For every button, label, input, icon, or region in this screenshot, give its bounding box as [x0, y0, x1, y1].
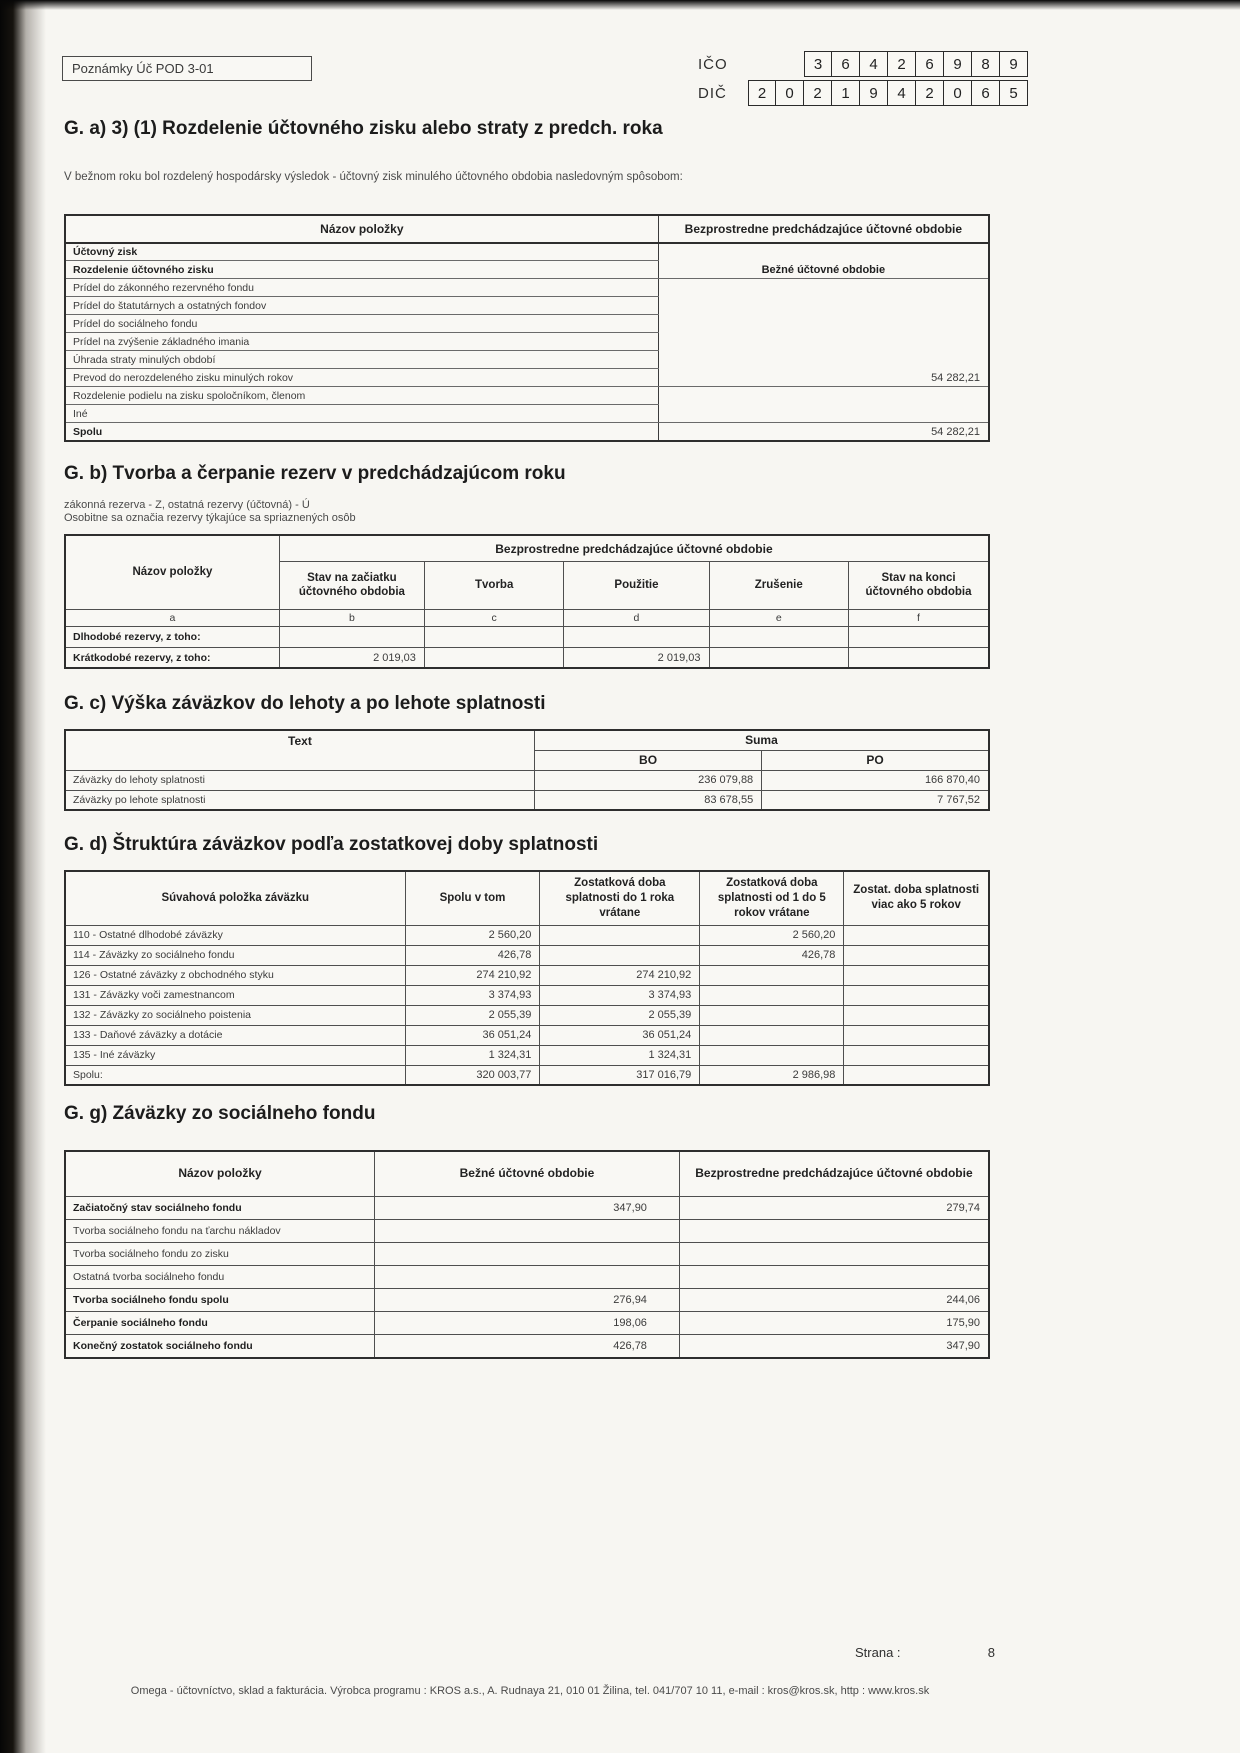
row-value: 274 210,92: [405, 965, 540, 985]
column-letter: d: [564, 609, 709, 626]
dic-digit: 2: [748, 80, 776, 106]
row-label: Krátkodobé rezervy, z toho:: [65, 647, 279, 668]
row-value: [658, 279, 989, 297]
row-label: 110 - Ostatné dlhodobé záväzky: [65, 925, 405, 945]
dic-digit: 4: [888, 80, 916, 106]
column-header: Zrušenie: [709, 561, 849, 609]
section-title-g-g: G. g) Záväzky zo sociálneho fondu: [64, 1103, 376, 1124]
row-value: 2 560,20: [405, 925, 540, 945]
table-row: [65, 985, 989, 1005]
column-header: Súvahová položka záväzku: [65, 871, 405, 925]
table-row: [65, 261, 989, 279]
row-value: [658, 243, 989, 261]
row-value: 426,78: [375, 1335, 680, 1358]
table-row: [65, 243, 989, 261]
row-value: 175,90: [679, 1312, 989, 1335]
row-label: 114 - Záväzky zo sociálneho fondu: [65, 945, 405, 965]
table-row: [65, 790, 989, 810]
reserves-table: [64, 534, 990, 669]
dic-digit: 9: [860, 80, 888, 106]
row-value: [375, 1220, 680, 1243]
table-row: [65, 626, 989, 647]
row-value: [844, 985, 989, 1005]
page-number: 8: [987, 1645, 995, 1660]
row-value: [700, 1005, 844, 1025]
row-label: Prídel do zákonného rezervného fondu: [65, 279, 658, 297]
row-label: Konečný zostatok sociálneho fondu: [65, 1335, 375, 1358]
row-value: [700, 1025, 844, 1045]
profit-distribution-table: [64, 214, 990, 442]
column-header: Stav na začiatku účtovného obdobia: [279, 561, 424, 609]
form-label: Poznámky Úč POD 3-01: [62, 56, 312, 81]
column-header: Bežné účtovné obdobie: [375, 1151, 680, 1197]
column-header: Zostat. doba splatnosti viac ako 5 rokov: [844, 871, 989, 925]
ico-row: [698, 51, 1028, 77]
column-header: Použitie: [564, 561, 709, 609]
section-title-g-c: G. c) Výška záväzkov do lehoty a po lehote splatnosti: [64, 693, 546, 715]
ico-digit: 6: [916, 51, 944, 77]
table-row: [65, 405, 989, 423]
table-row: [65, 315, 989, 333]
row-value: [844, 1065, 989, 1085]
table-header-row: [65, 215, 989, 243]
column-header: Názov položky: [65, 535, 279, 609]
note-line: zákonná rezerva - Z, ostatná rezervy (účtovná) - Ú: [64, 498, 310, 511]
row-value: [679, 1266, 989, 1289]
row-label: Záväzky do lehoty splatnosti: [65, 770, 534, 790]
column-letter: f: [849, 609, 989, 626]
row-value: 3 374,93: [405, 985, 540, 1005]
dic-digit: 2: [804, 80, 832, 106]
ico-digit: 3: [804, 51, 832, 77]
column-letter: a: [65, 609, 279, 626]
row-value: 2 055,39: [405, 1005, 540, 1025]
table-row: [65, 1045, 989, 1065]
row-label: Prevod do nerozdeleného zisku minulých rokov: [65, 369, 658, 387]
column-header: Suma: [534, 730, 989, 750]
table-row: [65, 647, 989, 668]
row-value: [844, 965, 989, 985]
column-header: Bezprostredne predchádzajúce účtovné obdobie: [658, 215, 989, 243]
row-value: 347,90: [679, 1335, 989, 1358]
row-label: 131 - Záväzky voči zamestnancom: [65, 985, 405, 1005]
row-value: [844, 1005, 989, 1025]
row-value: 274 210,92: [540, 965, 700, 985]
row-label: 133 - Daňové záväzky a dotácie: [65, 1025, 405, 1045]
row-value: [658, 387, 989, 405]
table-row: [65, 1197, 989, 1220]
row-label: Tvorba sociálneho fondu zo zisku: [65, 1243, 375, 1266]
table-header-row: [65, 1151, 989, 1197]
row-label: Dlhodobé rezervy, z toho:: [65, 626, 279, 647]
row-label: Ostatná tvorba sociálneho fondu: [65, 1266, 375, 1289]
column-header: Text: [65, 730, 534, 770]
dic-row: [698, 80, 1028, 106]
row-value: [709, 626, 849, 647]
page-number-label: Strana :: [855, 1645, 901, 1660]
ico-digit: 9: [1000, 51, 1028, 77]
row-label: 132 - Záväzky zo sociálneho poistenia: [65, 1005, 405, 1025]
row-label: Úhrada straty minulých období: [65, 351, 658, 369]
row-value: 347,90: [375, 1197, 680, 1220]
table-row: [65, 925, 989, 945]
table-row: [65, 351, 989, 369]
table-row: [65, 1025, 989, 1045]
dic-digit: 0: [776, 80, 804, 106]
column-header: Bezprostredne predchádzajúce účtovné obdobie: [679, 1151, 989, 1197]
table-row: [65, 279, 989, 297]
row-label: Spolu:: [65, 1065, 405, 1085]
column-header: Tvorba: [424, 561, 564, 609]
row-value: [564, 626, 709, 647]
dic-digit: 1: [832, 80, 860, 106]
social-fund-table: [64, 1150, 990, 1359]
row-value: 2 019,03: [564, 647, 709, 668]
row-value: 83 678,55: [534, 790, 761, 810]
row-value: [844, 1025, 989, 1045]
row-label: Rozdelenie účtovného zisku: [65, 261, 658, 279]
row-label: Spolu: [65, 423, 658, 441]
period-header: Bezprostredne predchádzajúce účtovné obdobie: [279, 535, 989, 561]
ico-digit: 2: [888, 51, 916, 77]
column-header: Názov položky: [65, 215, 658, 243]
note-line: Osobitne sa označia rezervy týkajúce sa spriaznených osôb: [64, 512, 356, 524]
row-label: Iné: [65, 405, 658, 423]
row-value: 54 282,21: [658, 369, 989, 387]
row-value: 244,06: [679, 1289, 989, 1312]
row-label: Prídel do štatutárnych a ostatných fondov: [65, 297, 658, 315]
table-row: [65, 387, 989, 405]
section-g-b-notes: [64, 499, 990, 526]
table-row: [65, 369, 989, 387]
table-row: [65, 770, 989, 790]
id-block: [698, 51, 1028, 109]
table-row: [65, 1312, 989, 1335]
page-number-row: [855, 1645, 995, 1660]
section-title-g-d: G. d) Štruktúra záväzkov podľa zostatkovej doby splatnosti: [64, 834, 599, 856]
liabilities-maturity-table: [64, 729, 990, 811]
row-value: [658, 333, 989, 351]
row-label: Rozdelenie podielu na zisku spoločníkom, členom: [65, 387, 658, 405]
row-value: [849, 647, 989, 668]
row-value: [279, 626, 424, 647]
row-value: [658, 405, 989, 423]
column-letter: e: [709, 609, 849, 626]
row-label: Prídel na zvýšenie základného imania: [65, 333, 658, 351]
column-header: PO: [762, 750, 989, 770]
table-row: [65, 1266, 989, 1289]
row-label: Účtovný zisk: [65, 243, 658, 261]
column-header: Stav na konci účtovného obdobia: [849, 561, 989, 609]
row-value: [700, 965, 844, 985]
page-content: [64, 118, 990, 1359]
row-value: 2 019,03: [279, 647, 424, 668]
column-letter: b: [279, 609, 424, 626]
row-label: 126 - Ostatné záväzky z obchodného styku: [65, 965, 405, 985]
row-value: 2 560,20: [700, 925, 844, 945]
liabilities-structure-table: [64, 870, 990, 1086]
column-header: Spolu v tom: [405, 871, 540, 925]
scan-edge-left: [0, 0, 46, 1753]
table-row: [65, 1289, 989, 1312]
row-value: [679, 1220, 989, 1243]
table-row: [65, 1005, 989, 1025]
row-value: [844, 945, 989, 965]
row-value: [844, 1045, 989, 1065]
row-value: 426,78: [405, 945, 540, 965]
row-label: 135 - Iné záväzky: [65, 1045, 405, 1065]
row-label: Prídel do sociálneho fondu: [65, 315, 658, 333]
row-value: 1 324,31: [540, 1045, 700, 1065]
table-row: [65, 1243, 989, 1266]
row-value: [658, 297, 989, 315]
row-value: 36 051,24: [405, 1025, 540, 1045]
table-row: [65, 333, 989, 351]
scan-edge-top: [0, 0, 1240, 10]
row-value: 320 003,77: [405, 1065, 540, 1085]
section-g-a-intro: V bežnom roku bol rozdelený hospodársky výsledok - účtovný zisk minulého účtovného obdobia nasledovným spôsobom:: [64, 170, 683, 183]
row-value: 36 051,24: [540, 1025, 700, 1045]
row-value: 279,74: [679, 1197, 989, 1220]
dic-digit: 2: [916, 80, 944, 106]
column-header: Zostatková doba splatnosti od 1 do 5 rokov vrátane: [700, 871, 844, 925]
row-value: [658, 351, 989, 369]
table-row: [65, 1065, 989, 1085]
column-header: Zostatková doba splatnosti do 1 roka vrátane: [540, 871, 700, 925]
row-value: 2 055,39: [540, 1005, 700, 1025]
row-value: [375, 1266, 680, 1289]
row-value: [849, 626, 989, 647]
dic-digit-boxes: [748, 80, 1028, 106]
row-value: 3 374,93: [540, 985, 700, 1005]
row-value: Bežné účtovné obdobie: [658, 261, 989, 279]
row-value: 317 016,79: [540, 1065, 700, 1085]
table-header-row: [65, 730, 989, 750]
row-value: [424, 647, 564, 668]
software-footer-line: Omega - účtovníctvo, sklad a fakturácia. Výrobca programu : KROS a.s., A. Rudnaya 21, 010 01 Žilina, tel. 041/707 10 11, e-mail : kros@kros.sk, http : www.kros.sk: [130, 1685, 930, 1697]
dic-digit: 6: [972, 80, 1000, 106]
row-value: 2 986,98: [700, 1065, 844, 1085]
ico-digit: 8: [972, 51, 1000, 77]
row-value: [679, 1243, 989, 1266]
ico-digit: 6: [832, 51, 860, 77]
ico-label: IČO: [698, 55, 728, 73]
row-value: [375, 1243, 680, 1266]
table-row: [65, 423, 989, 441]
row-value: [700, 985, 844, 1005]
table-header-row: [65, 535, 989, 561]
table-row: [65, 945, 989, 965]
row-value: 236 079,88: [534, 770, 761, 790]
row-label: Tvorba sociálneho fondu spolu: [65, 1289, 375, 1312]
column-letter-row: [65, 609, 989, 626]
dic-digit: 0: [944, 80, 972, 106]
section-title-g-b: G. b) Tvorba a čerpanie rezerv v predchádzajúcom roku: [64, 462, 566, 484]
row-value: [658, 315, 989, 333]
column-letter: c: [424, 609, 564, 626]
table-row: [65, 1335, 989, 1358]
row-value: 426,78: [700, 945, 844, 965]
dic-digit: 5: [1000, 80, 1028, 106]
row-value: [709, 647, 849, 668]
row-value: 7 767,52: [762, 790, 989, 810]
row-value: [424, 626, 564, 647]
row-label: Začiatočný stav sociálneho fondu: [65, 1197, 375, 1220]
row-value: [540, 925, 700, 945]
row-value: 54 282,21: [658, 423, 989, 441]
row-label: Záväzky po lehote splatnosti: [65, 790, 534, 810]
row-value: 198,06: [375, 1312, 680, 1335]
row-value: [844, 925, 989, 945]
row-value: [540, 945, 700, 965]
table-row: [65, 297, 989, 315]
table-row: [65, 965, 989, 985]
table-row: [65, 1220, 989, 1243]
section-title-g-a: G. a) 3) (1) Rozdelenie účtovného zisku alebo straty z predch. roka: [64, 118, 663, 139]
row-value: [700, 1045, 844, 1065]
row-value: 1 324,31: [405, 1045, 540, 1065]
dic-label: DIČ: [698, 84, 727, 102]
column-header: Názov položky: [65, 1151, 375, 1197]
ico-digit: 4: [860, 51, 888, 77]
row-value: 166 870,40: [762, 770, 989, 790]
ico-digit: 9: [944, 51, 972, 77]
table-header-row: [65, 871, 989, 925]
row-label: Čerpanie sociálneho fondu: [65, 1312, 375, 1335]
row-value: 276,94: [375, 1289, 680, 1312]
column-header: BO: [534, 750, 761, 770]
row-label: Tvorba sociálneho fondu na ťarchu nákladov: [65, 1220, 375, 1243]
ico-digit-boxes: [804, 51, 1028, 77]
